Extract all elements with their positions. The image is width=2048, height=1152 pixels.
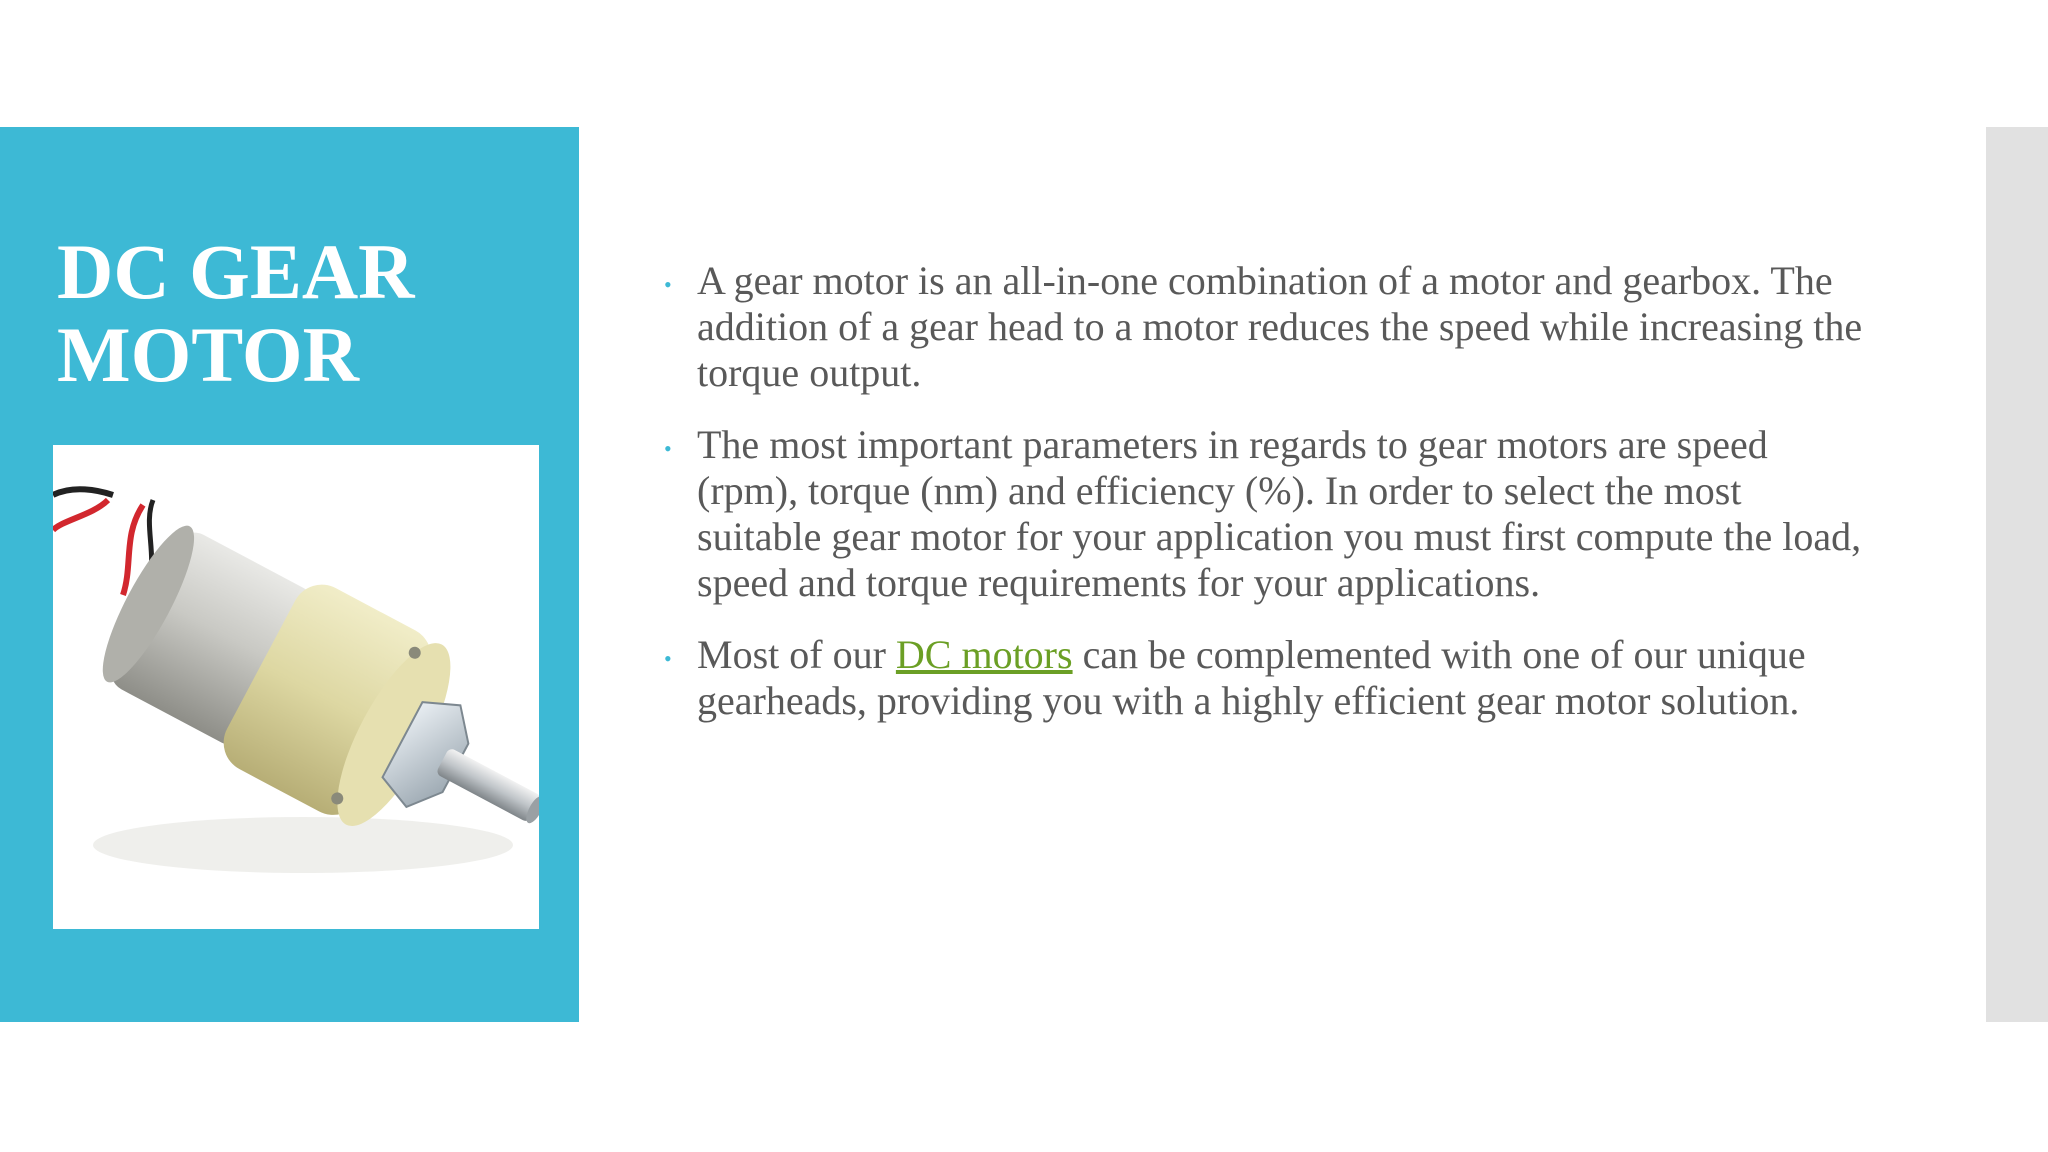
bullet-marker: • [664, 436, 672, 461]
bullet-text-before-link: Most of our [697, 632, 896, 677]
dc-motors-link[interactable]: DC motors [895, 632, 1073, 677]
gear-motor-illustration [53, 445, 539, 929]
bullet-marker: • [664, 272, 672, 297]
bullet-text: A gear motor is an all-in-one combination of a motor and gearbox. The addition of a gear head to a motor reduces the speed while increasing the torque output. [697, 258, 1863, 395]
bullet-item [664, 258, 1874, 396]
bullet-item [664, 422, 1874, 606]
bullet-item [664, 632, 1874, 724]
side-accent-bar [1986, 127, 2048, 1022]
slide-title-line2: MOTOR [57, 311, 359, 398]
slide-title [57, 230, 557, 396]
slide-title-line1: DC GEAR [57, 228, 415, 315]
bullet-text-after-link: can be complemented with one of our unique gearheads, providing you with a highly efficient gear motor solution. [697, 632, 1806, 723]
bullet-list [664, 258, 1874, 750]
bullet-marker: • [664, 646, 672, 671]
dc-gear-motor-photo [53, 445, 539, 929]
bullet-text: The most important parameters in regards to gear motors are speed (rpm), torque (nm) and efficiency (%). In order to select the most suitable gear motor for your application you must first compute the load, speed and torque requirements for your applications. [697, 422, 1862, 605]
